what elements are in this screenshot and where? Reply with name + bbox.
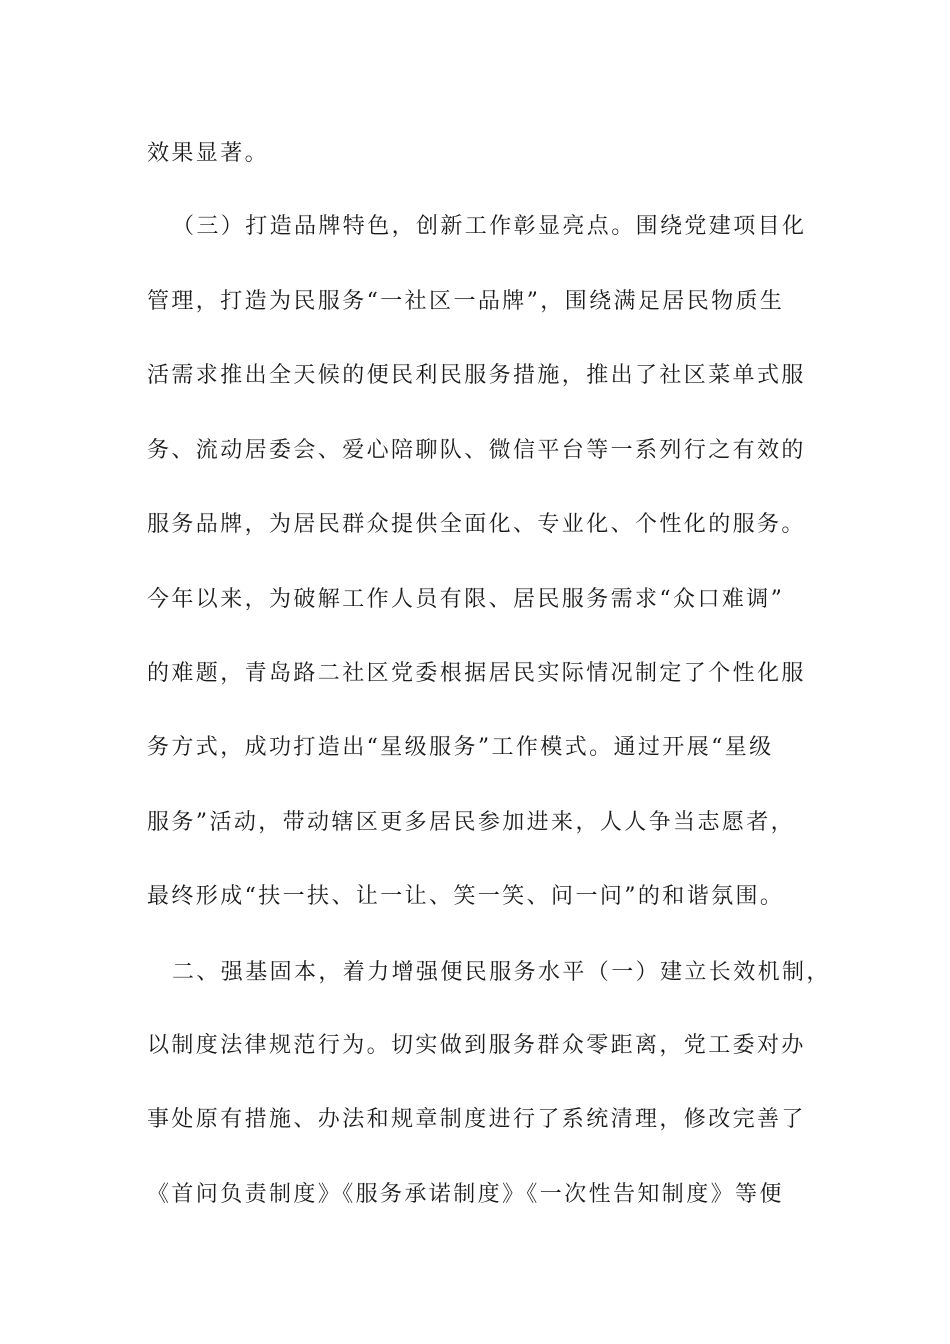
text-line: 最终形成“扶一扶、让一让、笑一笑、问一问”的和谐氛围。 (147, 884, 785, 909)
text-line: 事处原有措施、办法和规章制度进行了系统清理，修改完善了 (147, 1107, 806, 1132)
text-line: 服务品牌，为居民群众提供全面化、专业化、个性化的服务。 (147, 512, 806, 537)
text-line: 二、强基固本，着力增强便民服务水平（一）建立长效机制， (172, 960, 831, 985)
text-line: 服务”活动，带动辖区更多居民参加进来，人人争当志愿者， (147, 810, 796, 835)
text-line: 以制度法律规范行为。切实做到服务群众零距离，党工委对办 (147, 1033, 806, 1058)
text-line: （三）打造品牌特色，创新工作彰显亮点。围绕党建项目化 (172, 214, 807, 239)
text-line: 《首问负责制度》《服务承诺制度》《一次性告知制度》等便 (147, 1182, 784, 1207)
text-line: 务、流动居委会、爱心陪聊队、微信平台等一系列行之有效的 (147, 438, 806, 463)
text-line: 今年以来，为破解工作人员有限、居民服务需求“众口难调” (147, 587, 785, 612)
text-line: 活需求推出全天候的便民利民服务措施，推出了社区菜单式服 (147, 363, 806, 388)
text-line: 务方式，成功打造出“星级服务”工作模式。通过开展“星级 (147, 735, 774, 760)
text-line: 管理，打造为民服务“一社区一品牌”，围绕满足居民物质生 (147, 289, 785, 314)
text-line: 的难题，青岛路二社区党委根据居民实际情况制定了个性化服 (147, 661, 806, 686)
text-line: 效果显著。 (147, 141, 270, 166)
